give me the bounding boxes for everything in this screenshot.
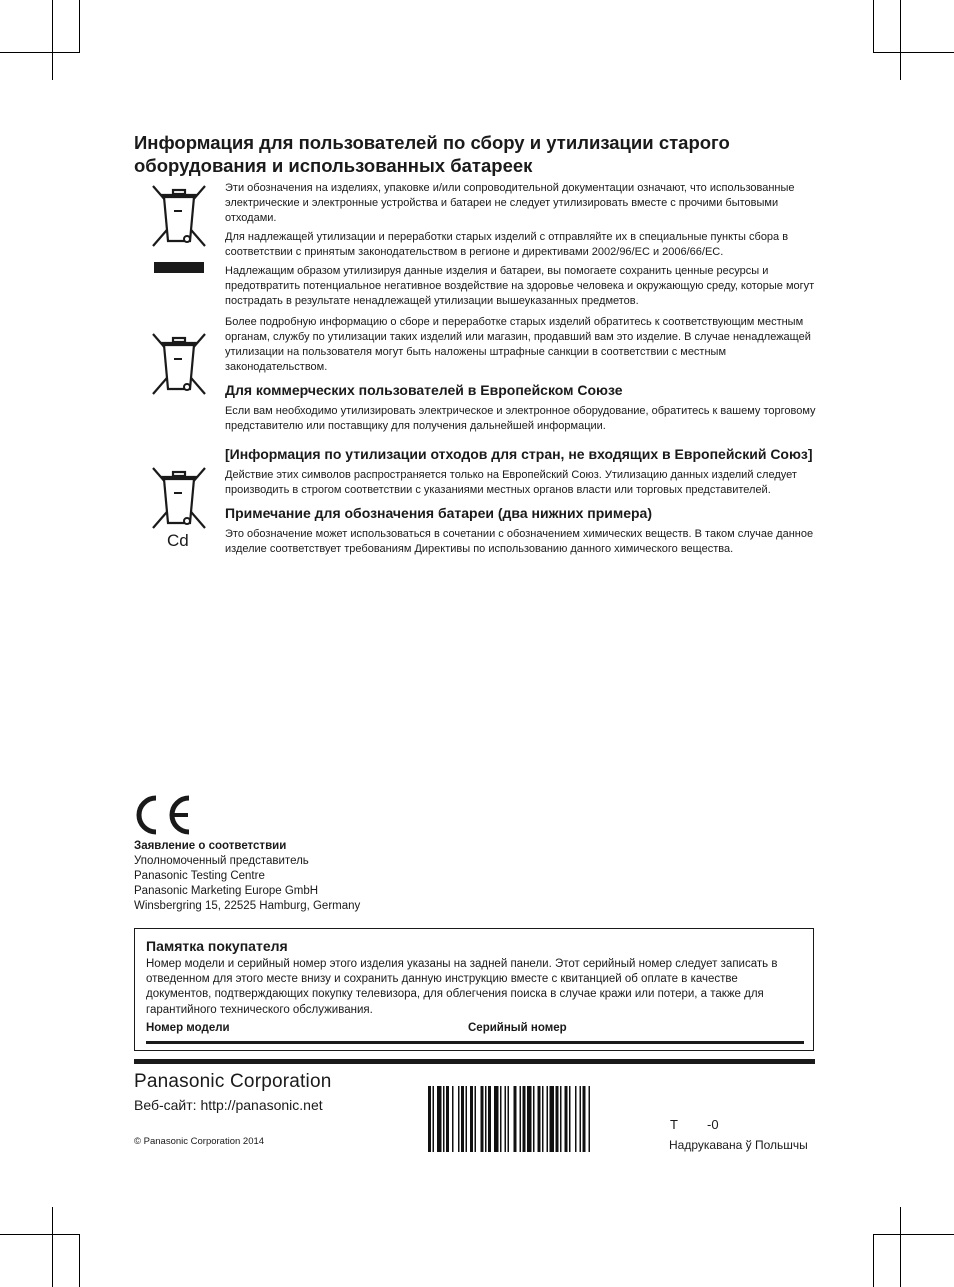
non-eu-body: Действие этих символов распространяется только на Европейский Союз. Утилизацию данных изделий следует производить в строгом соответствии с указаниями местных органов власти или торговых представителей. <box>225 469 797 496</box>
barcode-bar <box>470 1086 473 1152</box>
barcode-bar <box>550 1086 555 1152</box>
paragraph: Для надлежащей утилизации и переработки старых изделий с отправляйте их в специальные пункты сбора в соответствии с принятым законодательством в регионе и директивами 2002/96/EC и 2006/66/EC. <box>225 231 789 258</box>
memo-write-line <box>146 1041 804 1044</box>
barcode-bar <box>560 1086 562 1152</box>
barcode-bar <box>508 1086 510 1152</box>
crossed-bin-icon <box>150 183 208 249</box>
model-number-label: Номер модели <box>146 1022 230 1034</box>
barcode-bar <box>583 1086 586 1152</box>
crop-mark <box>79 0 80 53</box>
content-column <box>225 181 820 561</box>
barcode-bar <box>533 1086 535 1152</box>
barcode-bar <box>569 1086 571 1152</box>
barcode-bar <box>523 1086 526 1152</box>
copyright: © Panasonic Corporation 2014 <box>134 1136 265 1147</box>
barcode-bar <box>446 1086 449 1152</box>
product-code-left: T <box>670 1117 678 1132</box>
crop-mark <box>900 0 901 80</box>
barcode-bar <box>428 1086 431 1152</box>
barcode-bar <box>485 1086 487 1152</box>
battery-note-heading: Примечание для обозначения батареи (два нижних примера) <box>225 505 652 521</box>
barcode-bar <box>527 1086 532 1152</box>
battery-note-body: Это обозначение может использоваться в сочетании с обозначением химических веществ. В таком случае данное изделие соответствует требованиям Директивы по использованию данного химического вещества. <box>225 528 814 555</box>
crop-mark <box>52 1207 53 1287</box>
barcode-bar <box>565 1086 568 1152</box>
barcode-bar <box>461 1086 464 1152</box>
barcode-bar <box>481 1086 484 1152</box>
declaration-line: Panasonic Testing Centre <box>134 870 265 882</box>
barcode-bar <box>458 1086 460 1152</box>
brand-name: Panasonic Corporation <box>134 1071 332 1092</box>
barcode-bar <box>488 1086 491 1152</box>
declaration-line: Panasonic Marketing Europe GmbH <box>134 885 319 897</box>
paragraph: Надлежащим образом утилизируя данные изделия и батареи, вы помогаете сохранить ценные ресурсы и предотвратить потенциальное негативное воздействие на здоровье человека и окружающую среду, которые могут пострадать в результате ненадлежащей утилизации вышеуказанных предметов. <box>225 265 815 307</box>
underline-bar <box>154 262 204 273</box>
crop-mark <box>52 0 53 80</box>
barcode-bar <box>514 1086 517 1152</box>
declaration-line: Уполномоченный представитель <box>134 855 309 867</box>
crossed-bin-icon <box>150 331 208 397</box>
paragraph: Эти обозначения на изделиях, упаковке и/или сопроводительной документации означают, что использованные электрические и электронные устройства и батареи не следует утилизировать вместе с прочими бытовыми отходами. <box>225 182 795 224</box>
barcode-bar <box>505 1086 507 1152</box>
barcode <box>428 1086 642 1152</box>
barcode-bar <box>500 1086 502 1152</box>
barcode-bar <box>433 1086 435 1152</box>
barcode-bar <box>575 1086 577 1152</box>
barcode-bar <box>475 1086 477 1152</box>
memo-title: Памятка покупателя <box>146 938 288 954</box>
crop-mark <box>79 1234 80 1287</box>
paragraph: Более подробную информацию о сборе и переработке старых изделий обратитесь к соответствующим местным органам, службу по утилизации таких изделий или магазин, продавший вам это изделие. В случае ненадлежащей утилизации на пользователя могут быть наложены штрафные санкции в соответствии с местным законодательством. <box>225 316 811 373</box>
page-title: Информация для пользователей по сбору и утилизации старого оборудования и использованных батареек <box>134 132 730 176</box>
ce-mark-icon <box>134 794 194 836</box>
declaration <box>134 839 360 914</box>
crop-mark <box>873 52 954 53</box>
declaration-line: Winsbergring 15, 22525 Hamburg, Germany <box>134 900 361 912</box>
barcode-bar <box>437 1086 442 1152</box>
crop-mark <box>0 52 79 53</box>
crop-mark <box>900 1207 901 1287</box>
printed-in: Надрукавана ў Польшчы <box>669 1138 808 1152</box>
footer-rule <box>134 1059 815 1064</box>
declaration-heading: Заявление о соответствии <box>134 840 287 852</box>
memo-body: Номер модели и серийный номер этого изделия указаны на задней панели. Этот серийный номер следует записать в отведенном для этого месте внизу и сохранить данную инструкцию вместе с квитанцией об оплате в качестве документов, подтверждающих покупку телевизора, для облегчения поиска в случае кражи или потери, а также для гарантийного технического обслуживания. <box>146 958 778 1016</box>
barcode-bar <box>542 1086 544 1152</box>
barcode-bar <box>466 1086 468 1152</box>
crossed-bin-cd-icon <box>150 465 208 531</box>
product-code-right: -0 <box>707 1117 719 1132</box>
cd-label: Cd <box>167 531 189 550</box>
crop-mark <box>873 1234 954 1235</box>
barcode-bar <box>547 1086 549 1152</box>
non-eu-heading: [Информация по утилизации отходов для стран, не входящих в Европейский Союз] <box>225 446 813 462</box>
barcode-bar <box>452 1086 454 1152</box>
crop-mark <box>0 1234 79 1235</box>
crop-mark <box>873 0 874 53</box>
barcode-bar <box>520 1086 522 1152</box>
barcode-bar <box>589 1086 591 1152</box>
barcode-bar <box>580 1086 582 1152</box>
barcode-bar <box>538 1086 541 1152</box>
barcode-bar <box>494 1086 499 1152</box>
website: Веб-сайт: http://panasonic.net <box>134 1097 323 1113</box>
barcode-bar <box>556 1086 559 1152</box>
eu-commercial-body: Если вам необходимо утилизировать электрическое и электронное оборудование, обратитесь к вашему торговому представителю или поставщику для получения дальнейшей информации. <box>225 405 816 432</box>
crop-mark <box>873 1234 874 1287</box>
customer-memo-box <box>134 928 814 1051</box>
serial-number-label: Серийный номер <box>468 1022 567 1034</box>
eu-commercial-heading: Для коммерческих пользователей в Европейском Союзе <box>225 382 623 398</box>
barcode-bar <box>443 1086 445 1152</box>
